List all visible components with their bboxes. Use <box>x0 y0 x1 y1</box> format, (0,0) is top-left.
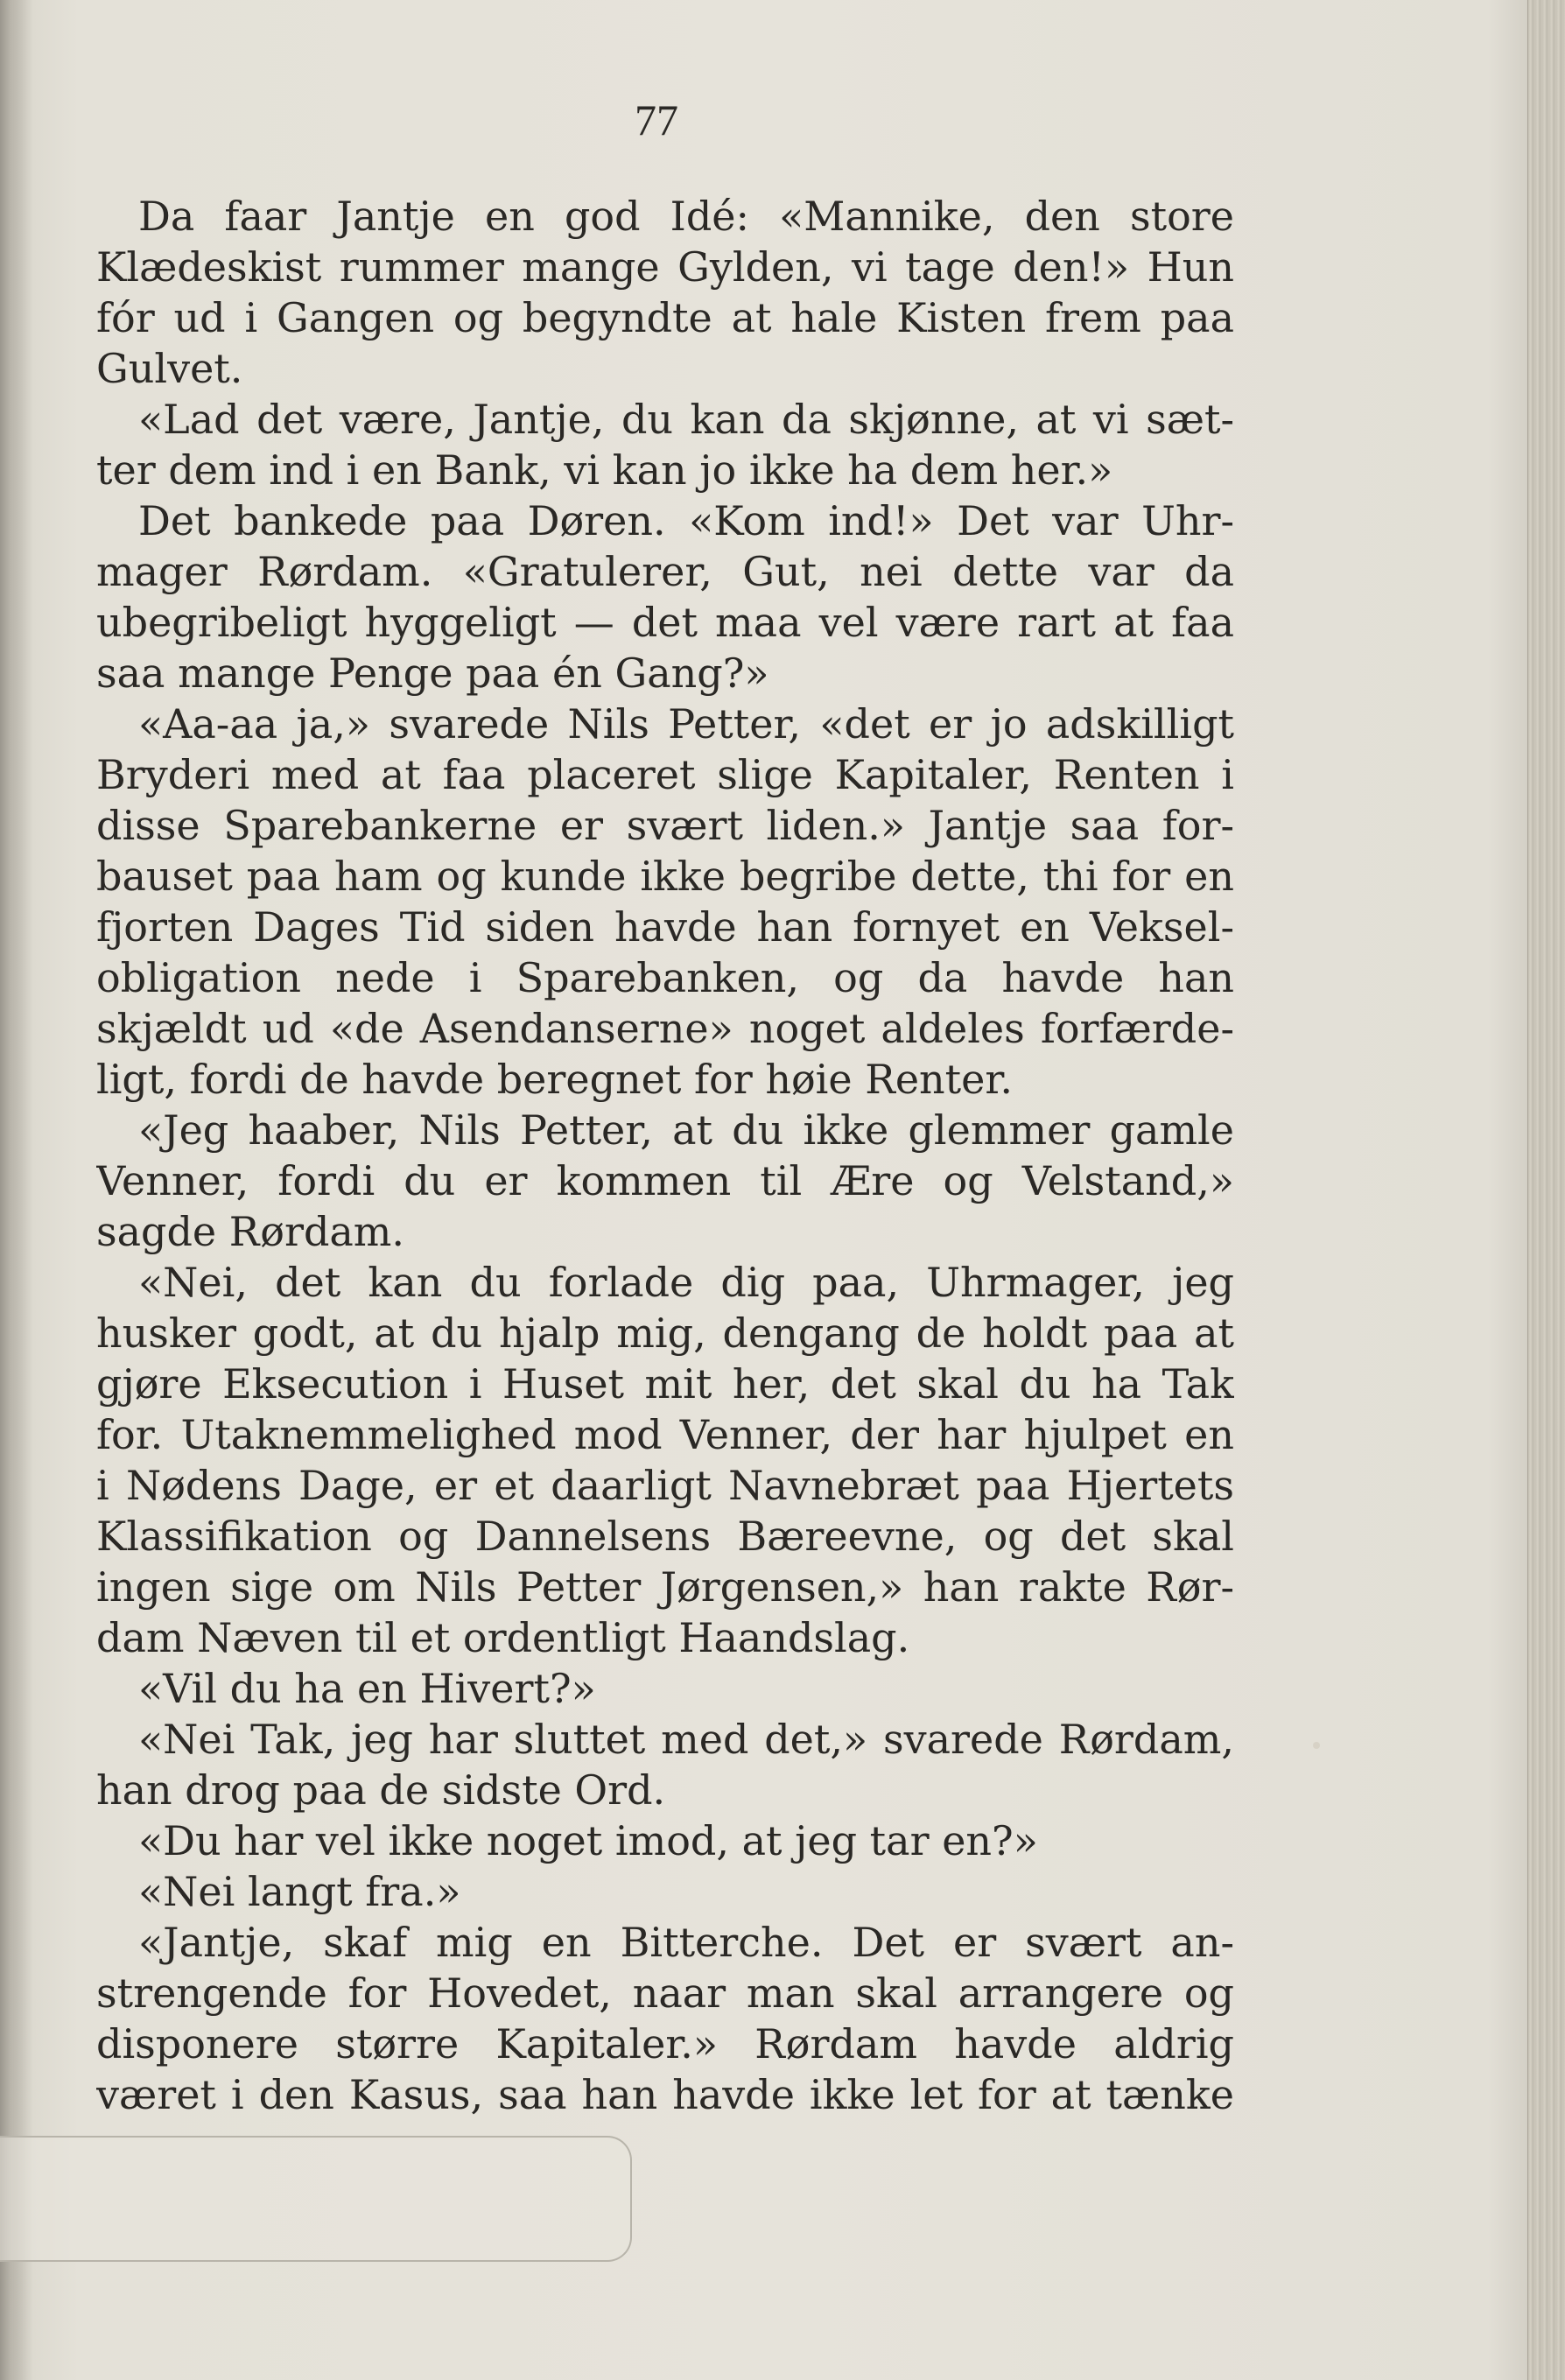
text-line: disponere større Kapitaler.» Rørdam havde aldrig <box>96 2020 1234 2068</box>
text-line: «Jeg haaber, Nils Petter, at du ikke glemmer gamle <box>138 1106 1234 1154</box>
paper-stain <box>1313 1742 1320 1749</box>
text-line: strengende for Hovedet, naar man skal arrangere og <box>96 1969 1234 2017</box>
text-line: ligt, fordi de havde beregnet for høie Renter. <box>96 1056 1013 1103</box>
text-line: fór ud i Gangen og begyndte at hale Kisten frem paa <box>96 294 1234 341</box>
page-fore-edge <box>1527 0 1565 2380</box>
body-text <box>96 191 1234 2120</box>
text-line: disse Sparebankerne er svært liden.» Jantje saa for- <box>96 802 1234 849</box>
text-line: «Nei, det kan du forlade dig paa, Uhrmager, jeg <box>138 1259 1234 1306</box>
text-line: «Nei Tak, jeg har sluttet med det,» svarede Rørdam, <box>138 1716 1234 1763</box>
text-line: Gulvet. <box>96 345 243 392</box>
text-line: bauset paa ham og kunde ikke begribe dette, thi for en <box>96 853 1234 900</box>
text-line: fjorten Dages Tid siden havde han fornyet en Veksel- <box>96 903 1234 951</box>
text-line: «Du har vel ikke noget imod, at jeg tar en?» <box>138 1817 1038 1864</box>
text-line: «Jantje, skaf mig en Bitterche. Det er svært an- <box>138 1919 1234 1966</box>
text-line: saa mange Penge paa én Gang?» <box>96 649 769 697</box>
text-line: været i den Kasus, saa han havde ikke let for at tænke <box>96 2071 1234 2118</box>
text-line: «Vil du ha en Hivert?» <box>138 1665 596 1712</box>
text-line: ubegribeligt hyggeligt — det maa vel være rart at faa <box>96 599 1234 646</box>
text-line: skjældt ud «de Asendanserne» noget aldeles forfærde- <box>96 1005 1234 1052</box>
text-line: dam Næven til et ordentligt Haandslag. <box>96 1614 910 1661</box>
text-line: husker godt, at du hjalp mig, dengang de holdt paa at <box>96 1309 1234 1357</box>
text-line: ter dem ind i en Bank, vi kan jo ikke ha dem her.» <box>96 446 1113 494</box>
text-line: mager Rørdam. «Gratulerer, Gut, nei dette var da <box>96 548 1234 595</box>
text-line: Klassifikation og Dannelsens Bæreevne, og det skal <box>96 1513 1234 1560</box>
text-line: ingen sige om Nils Petter Jørgensen,» han rakte Rør- <box>96 1563 1234 1611</box>
text-line: obligation nede i Sparebanken, og da havde han <box>96 954 1234 1001</box>
text-line: Bryderi med at faa placeret slige Kapitaler, Renten i <box>96 751 1234 798</box>
binding-gutter-shadow <box>0 0 33 2380</box>
text-line: Da faar Jantje en god Idé: «Mannike, den store <box>138 193 1234 240</box>
text-line: «Lad det være, Jantje, du kan da skjønne, at vi sæt- <box>138 396 1234 443</box>
text-line: gjøre Eksecution i Huset mit her, det skal du ha Tak <box>96 1360 1234 1408</box>
text-line: Det bankede paa Døren. «Kom ind!» Det var Uhr- <box>138 497 1234 544</box>
library-label-outline <box>0 2136 632 2262</box>
text-line: Venner, fordi du er kommen til Ære og Velstand,» <box>96 1157 1234 1204</box>
page-number: 77 <box>635 95 678 144</box>
text-line: han drog paa de sidste Ord. <box>96 1766 666 1814</box>
text-line: sagde Rørdam. <box>96 1208 405 1255</box>
text-line: for. Utaknemmelighed mod Venner, der har hjulpet en <box>96 1411 1234 1458</box>
text-line: «Aa-aa ja,» svarede Nils Petter, «det er jo adskilligt <box>138 700 1234 748</box>
text-line: Klædeskist rummer mange Gylden, vi tage den!» Hun <box>96 243 1234 291</box>
text-line: i Nødens Dage, er et daarligt Navnebræt paa Hjertets <box>96 1462 1234 1509</box>
text-line: «Nei langt fra.» <box>138 1868 461 1915</box>
